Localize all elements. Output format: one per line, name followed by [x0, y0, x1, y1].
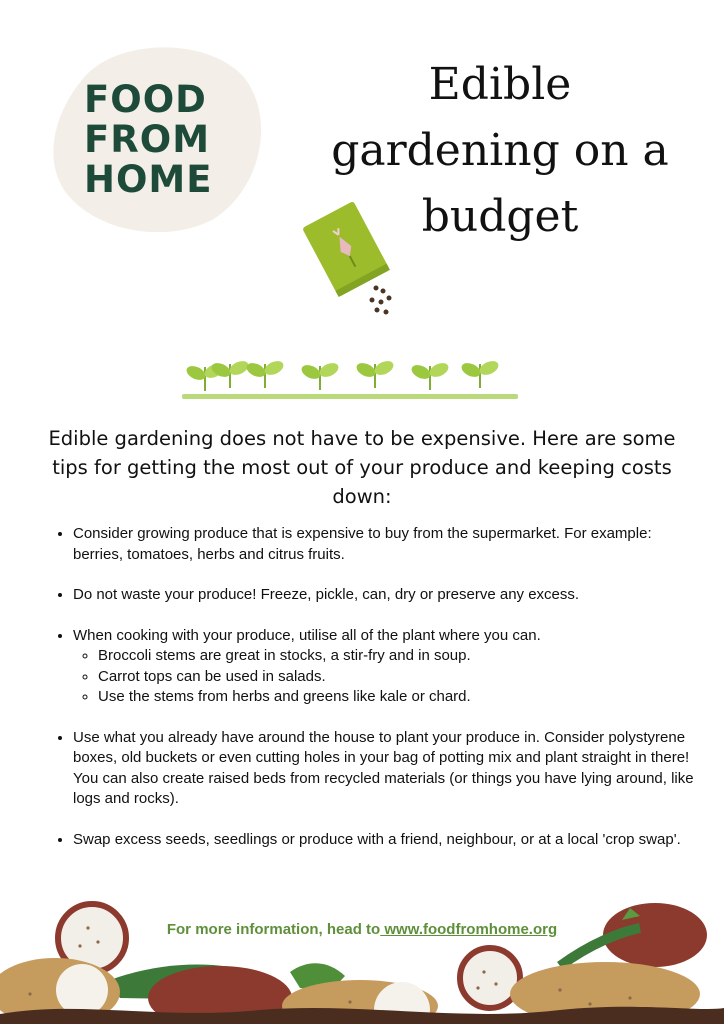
footer-prefix: For more information, head to [166, 921, 381, 938]
website-link[interactable]: www.foodfromhome.org [380, 921, 558, 938]
tip-item [73, 830, 703, 851]
title-line-2: gardening on a [331, 125, 669, 176]
tips-list [52, 524, 703, 870]
sub-tip-item: ◦ Broccoli stems are great in stocks, a stir-fry and in soup. [98, 646, 703, 667]
seed-packet-icon [300, 195, 400, 320]
sprout-row-illustration [180, 342, 520, 402]
intro-paragraph: Edible gardening does not have to be expensive. Here are some tips for getting the most out of your produce and keeping costs down: [48, 427, 676, 508]
tip-text: Swap excess seeds, seedlings or produce with a friend, neighbour, or at a local 'crop swap'. [73, 830, 681, 848]
tip-item [73, 728, 703, 810]
tip-item [73, 524, 703, 565]
logo-line-1: FOOD [84, 78, 207, 121]
logo-line-2: FROM [84, 118, 211, 161]
tip-item [73, 626, 703, 708]
tip-sublist [73, 646, 703, 708]
title-line-1: Edible [428, 59, 572, 110]
logo-wordmark [84, 80, 234, 200]
logo [52, 40, 262, 232]
tip-text: When cooking with your produce, utilise all of the plant where you can. [73, 626, 541, 644]
sub-tip-item: ◦ Use the stems from herbs and greens like kale or chard. [98, 687, 703, 708]
sub-tip-item: ◦ Carrot tops can be used in salads. [98, 667, 703, 688]
tip-text: Consider growing produce that is expensive to buy from the supermarket. For example: berries, tomatoes, herbs and citrus fruits. [73, 525, 652, 563]
title-line-3: budget [421, 191, 579, 242]
tip-item [73, 585, 703, 606]
tip-text: Do not waste your produce! Freeze, pickle, can, dry or preserve any excess. [73, 586, 580, 603]
footer-info [0, 921, 724, 938]
logo-line-3: HOME [84, 158, 213, 201]
tip-text: Use what you already have around the house to plant your produce in. Consider polystyrene boxes, old buckets or even cutting holes in your bag of potting mix and plant straight in there! You can also create raised beds from recycled materials (or things you have lying around, like logs and rocks). [73, 728, 694, 807]
vegetable-illustration [0, 880, 724, 1024]
